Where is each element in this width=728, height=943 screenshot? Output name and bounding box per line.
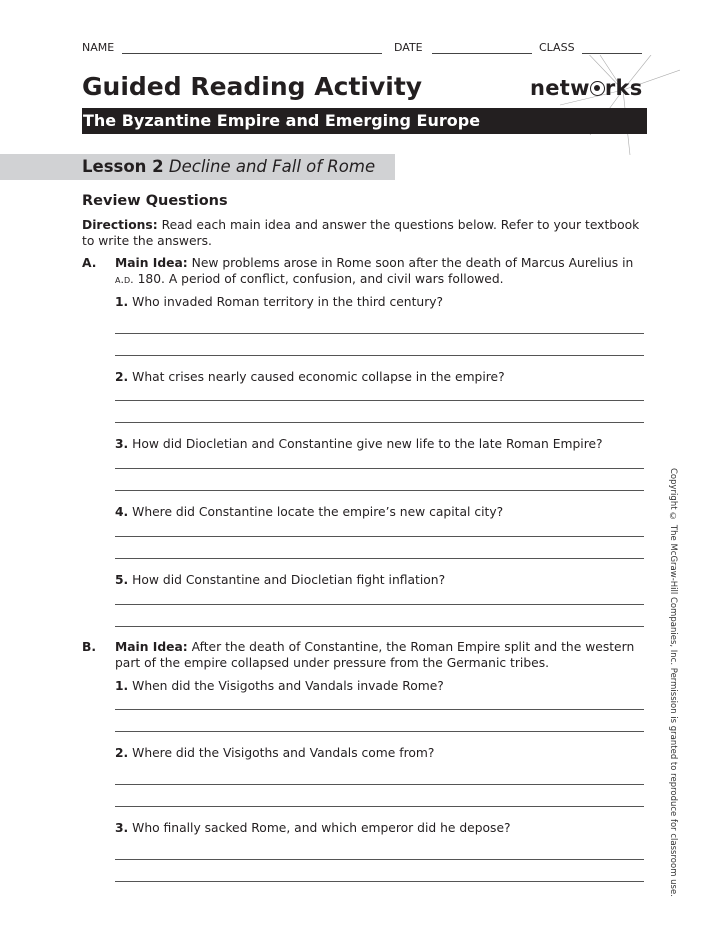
answer-line-a4-2[interactable] — [115, 558, 644, 559]
section-a-letter: A. — [82, 256, 97, 270]
answer-line-b3-1[interactable] — [115, 859, 644, 860]
answer-line-a5-1[interactable] — [115, 604, 644, 605]
copyright-notice: Copyright © The McGraw-Hill Companies, Inc. Permission is granted to reproduce for classroom use. — [668, 468, 678, 897]
question-a5: 5. How did Constantine and Diocletian fight inflation? — [115, 573, 446, 587]
name-label: NAME — [82, 41, 115, 54]
answer-line-a5-2[interactable] — [115, 626, 644, 627]
answer-line-a2-1[interactable] — [115, 400, 644, 401]
question-b3: 3. Who finally sacked Rome, and which emperor did he depose? — [115, 821, 511, 835]
answer-line-b1-2[interactable] — [115, 731, 644, 732]
answer-line-a3-1[interactable] — [115, 468, 644, 469]
question-a4: 4. Where did Constantine locate the empire’s new capital city? — [115, 505, 504, 519]
directions: Directions: Read each main idea and answer the questions below. Refer to your textbook to write the answers. — [82, 218, 640, 248]
answer-line-b2-2[interactable] — [115, 806, 644, 807]
class-label: CLASS — [539, 41, 575, 54]
question-b2: 2. Where did the Visigoths and Vandals come from? — [115, 746, 435, 760]
answer-line-b2-1[interactable] — [115, 784, 644, 785]
date-field[interactable] — [432, 53, 532, 54]
networks-logo: netw rks — [530, 76, 643, 100]
section-b-letter: B. — [82, 640, 97, 654]
lesson-heading: Lesson 2 Decline and Fall of Rome — [82, 157, 376, 176]
answer-line-b1-1[interactable] — [115, 709, 644, 710]
question-a2: 2. What crises nearly caused economic collapse in the empire? — [115, 370, 505, 384]
date-label: DATE — [394, 41, 423, 54]
section-b-main-idea: Main Idea: After the death of Constantine, the Roman Empire split and the western part of the empire collapsed under pressure from the Germanic tribes. — [115, 640, 635, 670]
question-a3: 3. How did Diocletian and Constantine give new life to the late Roman Empire? — [115, 437, 603, 451]
name-field[interactable] — [122, 53, 382, 54]
answer-line-a1-1[interactable] — [115, 333, 644, 334]
chapter-banner: The Byzantine Empire and Emerging Europe — [82, 108, 647, 134]
question-b1: 1. When did the Visigoths and Vandals invade Rome? — [115, 679, 444, 693]
answer-line-a1-2[interactable] — [115, 355, 644, 356]
page-title: Guided Reading Activity — [82, 72, 423, 101]
class-field[interactable] — [582, 53, 642, 54]
answer-line-b3-2[interactable] — [115, 881, 644, 882]
answer-line-a3-2[interactable] — [115, 490, 644, 491]
globe-icon — [590, 81, 605, 96]
answer-line-a2-2[interactable] — [115, 422, 644, 423]
answer-line-a4-1[interactable] — [115, 536, 644, 537]
section-heading: Review Questions — [82, 193, 228, 209]
section-a-main-idea: Main Idea: New problems arose in Rome soon after the death of Marcus Aurelius in a.d. 180. A period of conflict, confusion, and civil wars followed. — [115, 256, 634, 286]
question-a1: 1. Who invaded Roman territory in the third century? — [115, 295, 444, 309]
